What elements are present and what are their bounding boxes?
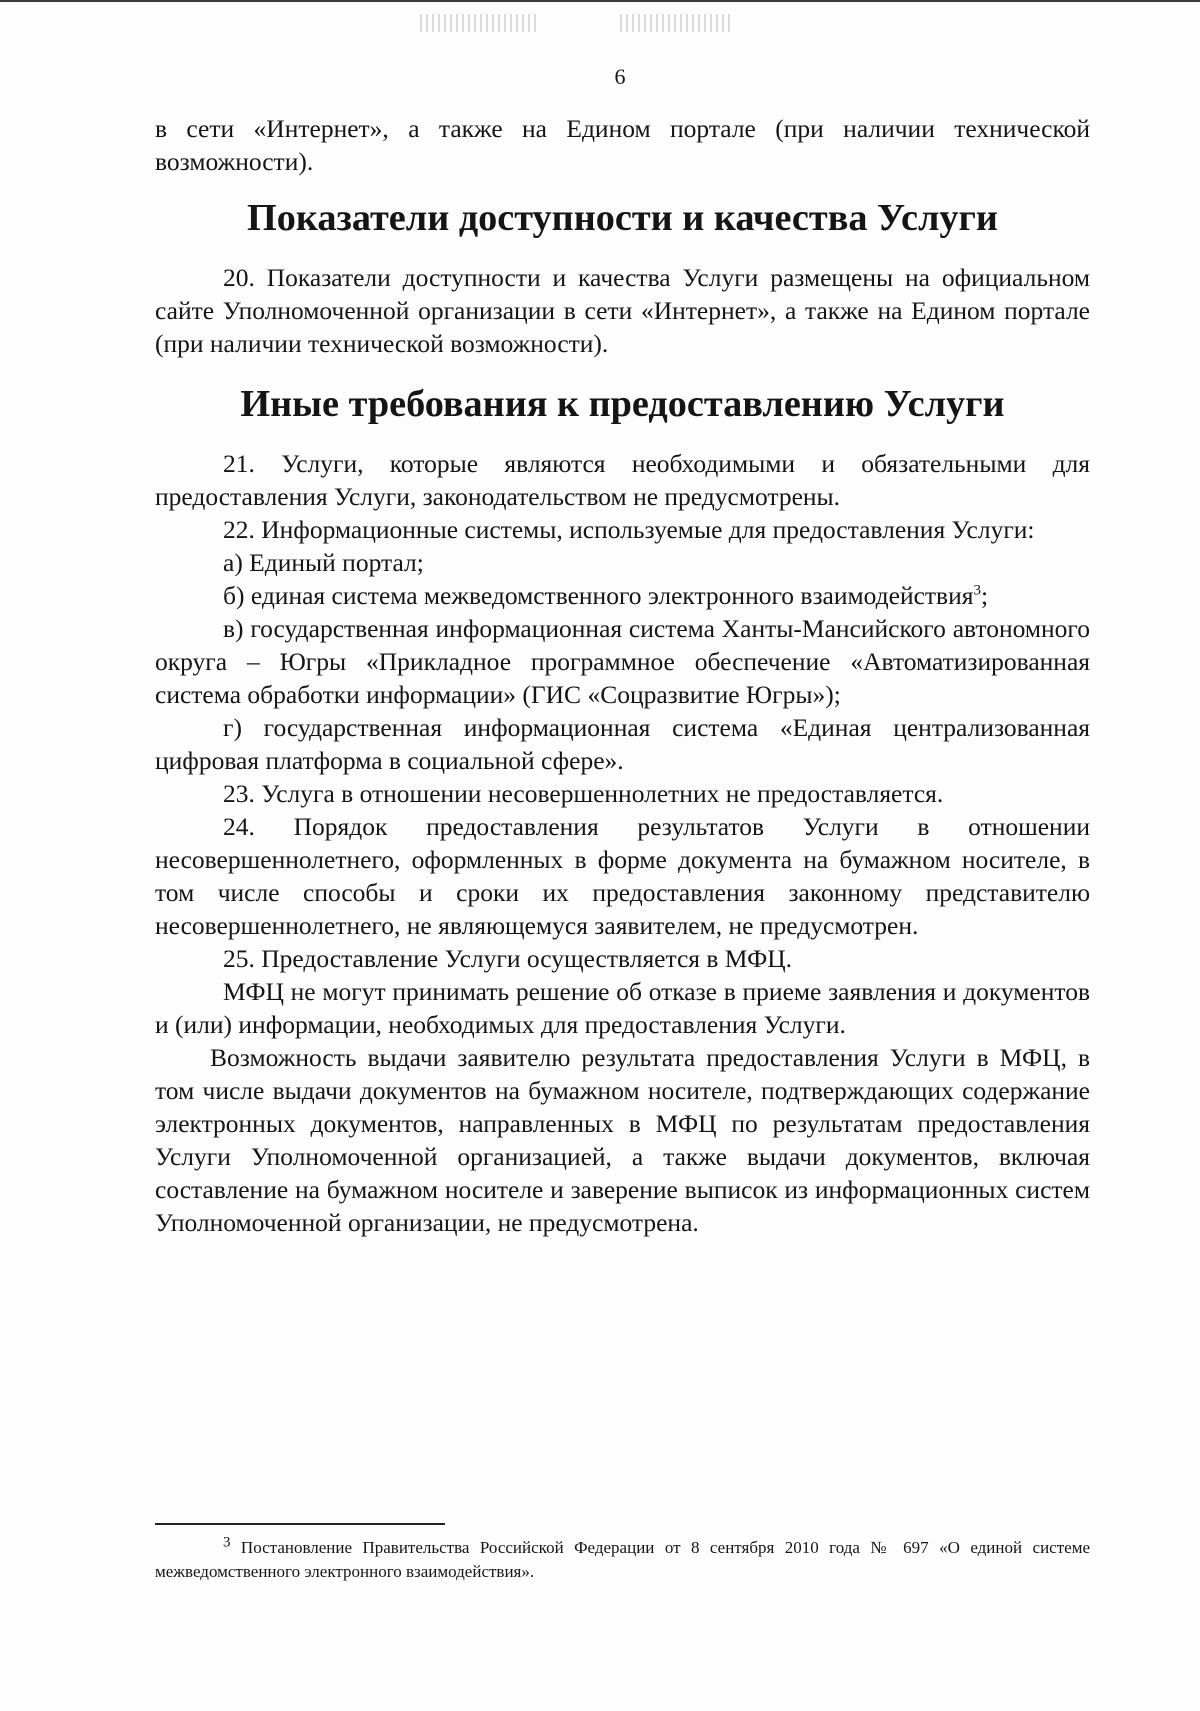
paragraph-25: 25. Предоставление Услуги осуществляется в МФЦ. <box>223 944 793 973</box>
paragraph-23: 23. Услуга в отношении несовершеннолетних не предоставляется. <box>223 779 944 808</box>
list-item-g: г) государственная информационная система «Единая централизованная цифровая платформа в социальной сфере». <box>155 713 1090 775</box>
paragraph-22: 22. Информационные системы, используемые для предоставления Услуги: <box>223 515 1035 544</box>
list-item-v: в) государственная информационная система Ханты-Мансийского автономного округа – Югры «Прикладное программное обеспечение «Автоматизированная система обработки информации» (ГИС «Соцразвитие Югры»); <box>155 614 1090 709</box>
footnote-divider <box>155 1523 445 1525</box>
list-item-b-end: ; <box>980 581 989 610</box>
continuation-paragraph: в сети «Интернет», а также на Едином портале (при наличии технической возможности). <box>155 114 1090 176</box>
scan-artifact <box>420 14 540 32</box>
paragraph-21: 21. Услуги, которые являются необходимыми и обязательными для предоставления Услуги, законодательством не предусмотрены. <box>155 449 1090 511</box>
scan-top-edge <box>0 0 1200 2</box>
document-body <box>155 112 1090 1239</box>
list-item-b <box>155 579 1090 612</box>
paragraph-mfc-refusal: МФЦ не могут принимать решение об отказе в приеме заявления и документов и (или) информации, необходимых для предоставления Услуги. <box>155 977 1090 1039</box>
footnote <box>155 1536 1090 1584</box>
paragraph-20: 20. Показатели доступности и качества Услуги размещены на официальном сайте Уполномоченной организации в сети «Интернет», а также на Едином портале (при наличии технической возможности). <box>155 263 1090 358</box>
section-heading-other-requirements: Иные требования к предоставлению Услуги <box>240 383 1005 425</box>
section-heading-accessibility: Показатели доступности и качества Услуги <box>247 197 998 239</box>
scan-artifact <box>620 14 730 32</box>
paragraph-24: 24. Порядок предоставления результатов Услуги в отношении несовершеннолетнего, оформленных в форме документа на бумажном носителе, в том числе способы и сроки их предоставления законному представителю несовершеннолетнего, не являющемуся заявителем, не предусмотрен. <box>155 812 1090 940</box>
page-number: 6 <box>614 64 626 89</box>
footnote-text: Постановление Правительства Российской Федерации от 8 сентября 2010 года № 697 «О единой системе межведомственного электронного взаимодействия». <box>155 1538 1090 1581</box>
footnote-number: 3 <box>223 1534 231 1551</box>
list-item-b-text: б) единая система межведомственного электронного взаимодействия <box>223 581 974 610</box>
footnote-reference: 3 <box>973 582 981 599</box>
list-item-a: а) Единый портал; <box>223 548 424 577</box>
paragraph-result-issuance: Возможность выдачи заявителю результата предоставления Услуги в МФЦ, в том числе выдачи документов на бумажном носителе, подтверждающих содержание электронных документов, направленных в МФЦ по результатам предоставления Услуги Уполномоченной организацией, а также выдачи документов, включая составление на бумажном носителе и заверение выписок из информационных систем Уполномоченной организации, не предусмотрена. <box>155 1043 1090 1237</box>
